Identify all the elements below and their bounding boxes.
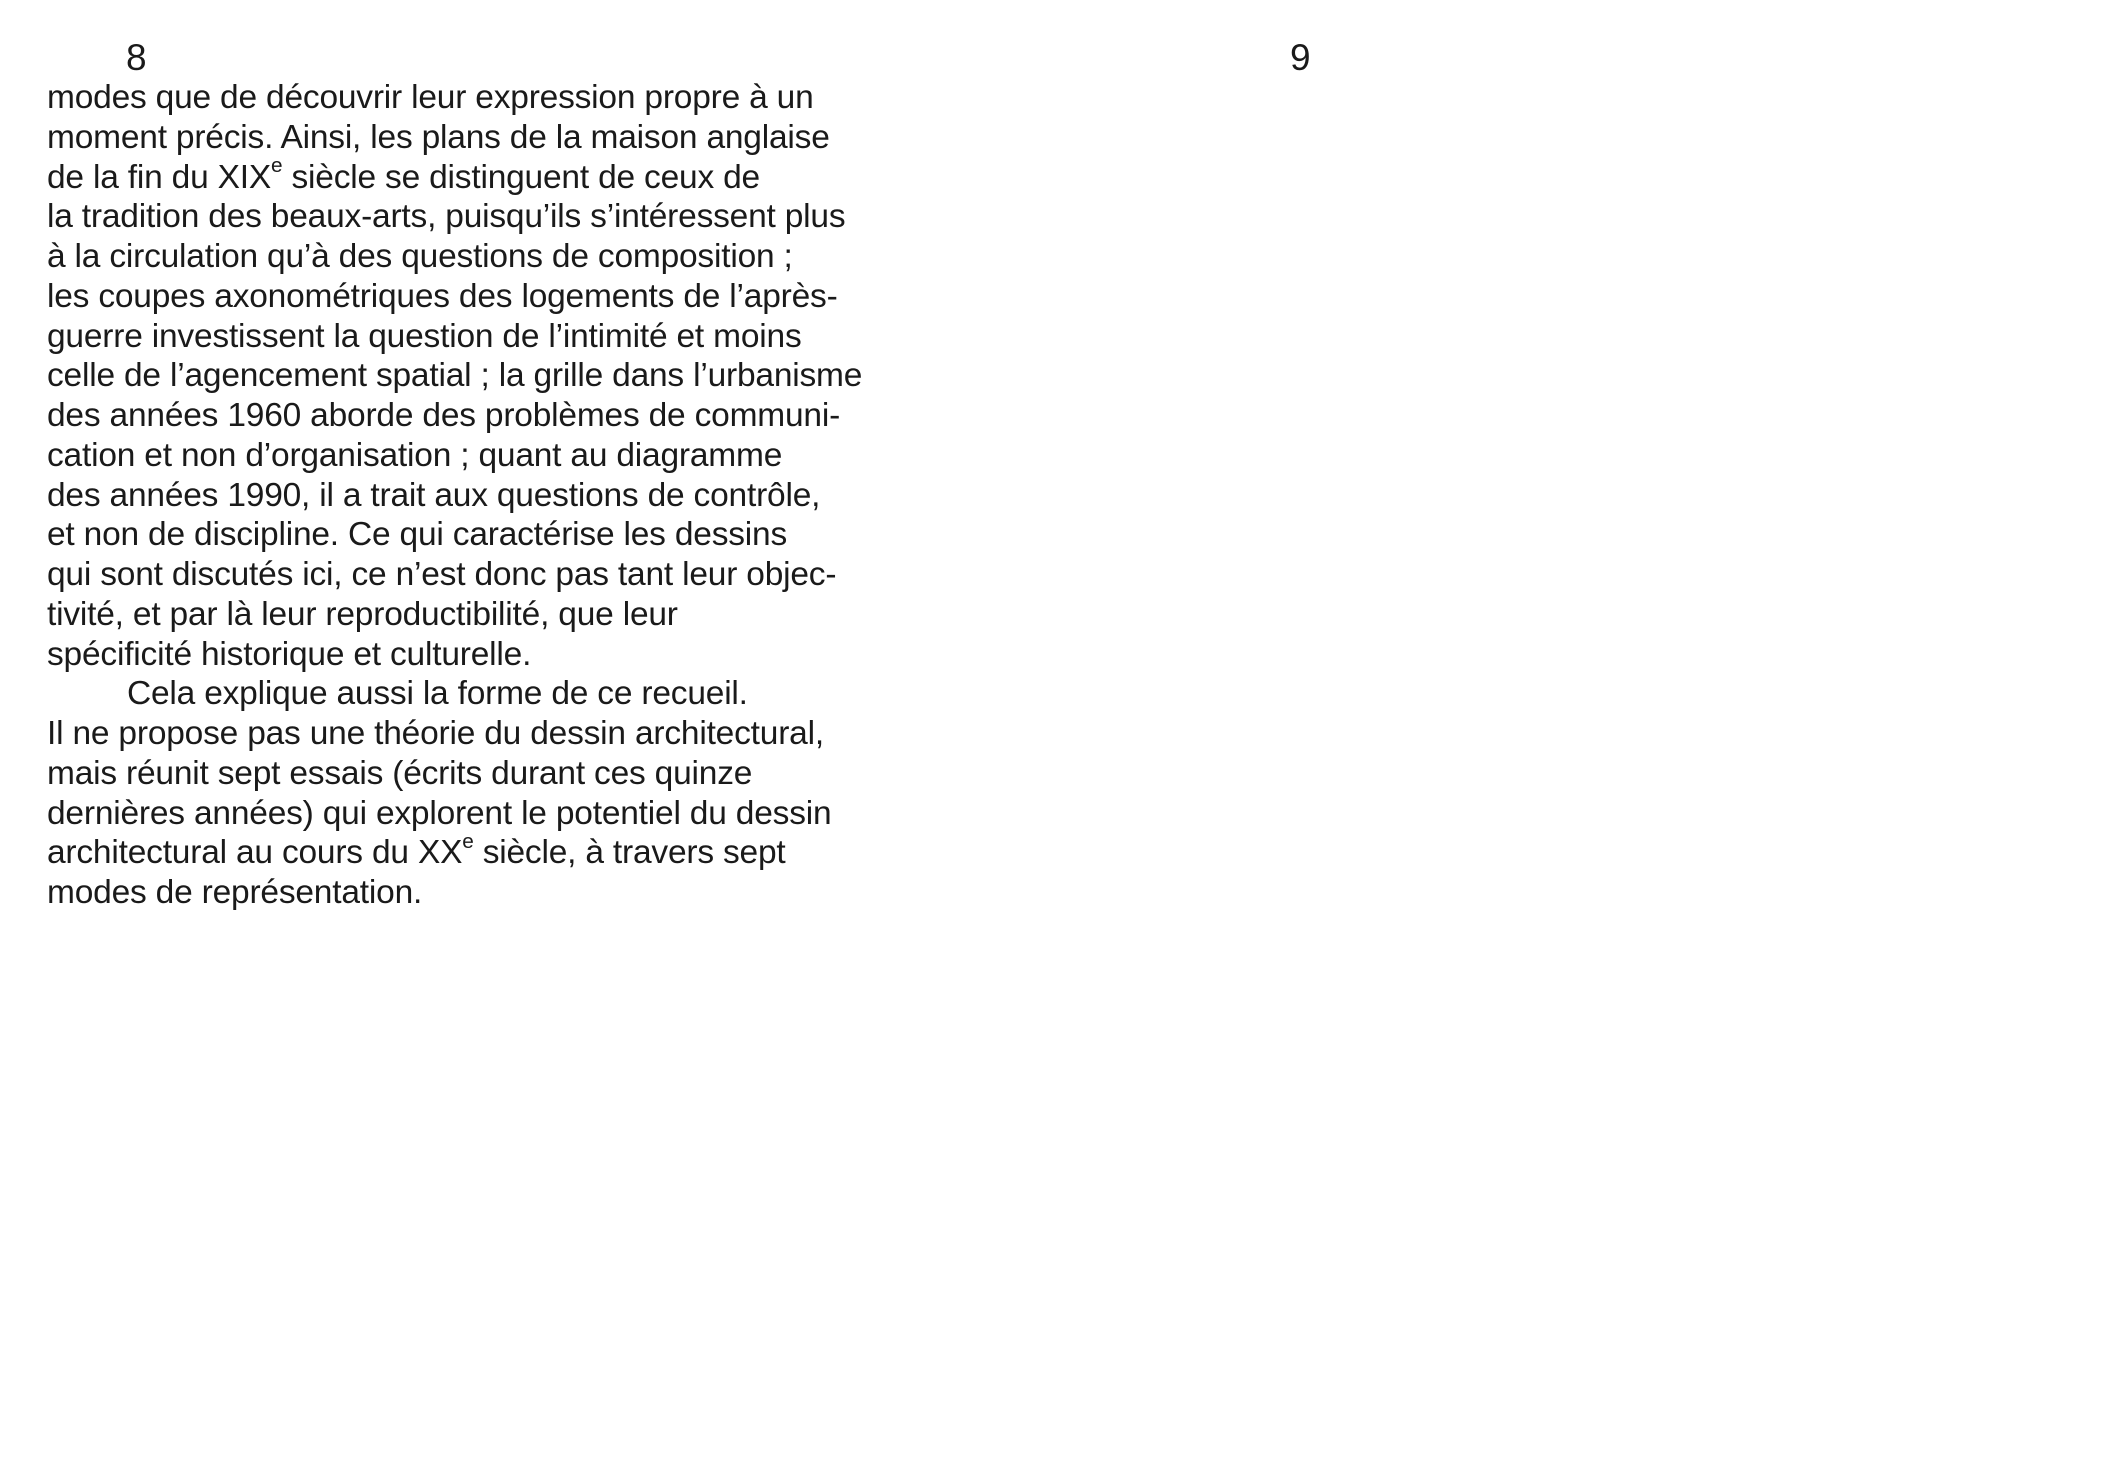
text-line: qui sont discutés ici, ce n’est donc pas tant leur objec- [47,556,837,593]
text-line-indented: Cela explique aussi la forme de ce recueil. [127,675,748,713]
text-line: Il ne propose pas une théorie du dessin architectural, [47,715,824,752]
text-line: modes de représentation. [47,874,423,911]
text-line: la tradition des beaux-arts, puisqu’ils s’intéressent plus [47,198,846,236]
text-line: des années 1990, il a trait aux questions de contrôle, [47,476,821,514]
text-line: à la circulation qu’à des questions de composition ; [47,238,793,275]
text-line: dernières années) qui explorent le potentiel du dessin [47,794,832,832]
text-line: et non de discipline. Ce qui caractérise les dessins [47,516,788,554]
text-line: guerre investissent la question de l’intimité et moins [47,317,802,355]
body-text [47,78,947,913]
page-number-right: 9 [1290,37,1311,78]
text-line: modes que de découvrir leur expression propre à un [47,79,814,116]
superscript: e [271,154,283,178]
text-line: cation et non d’organisation ; quant au diagramme [47,436,783,474]
text-line: spécificité historique et culturelle. [47,635,532,673]
text-line: celle de l’agencement spatial ; la grille dans l’urbanisme [47,357,863,395]
text-line: architectural au cours du XXe siècle, à travers sept [47,829,786,872]
text-line: tivité, et par là leur reproductibilité, que leur [47,595,678,633]
superscript: e [462,829,474,853]
text-line: mais réunit sept essais (écrits durant ces quinze [47,754,753,792]
text-line: les coupes axonométriques des logements de l’après- [47,277,838,315]
text-line: des années 1960 aborde des problèmes de communi- [47,397,841,434]
page-number-left: 8 [126,37,147,78]
text-line: de la fin du XIXe siècle se distinguent de ceux de [47,154,760,196]
text-line: moment précis. Ainsi, les plans de la maison anglaise [47,118,830,156]
